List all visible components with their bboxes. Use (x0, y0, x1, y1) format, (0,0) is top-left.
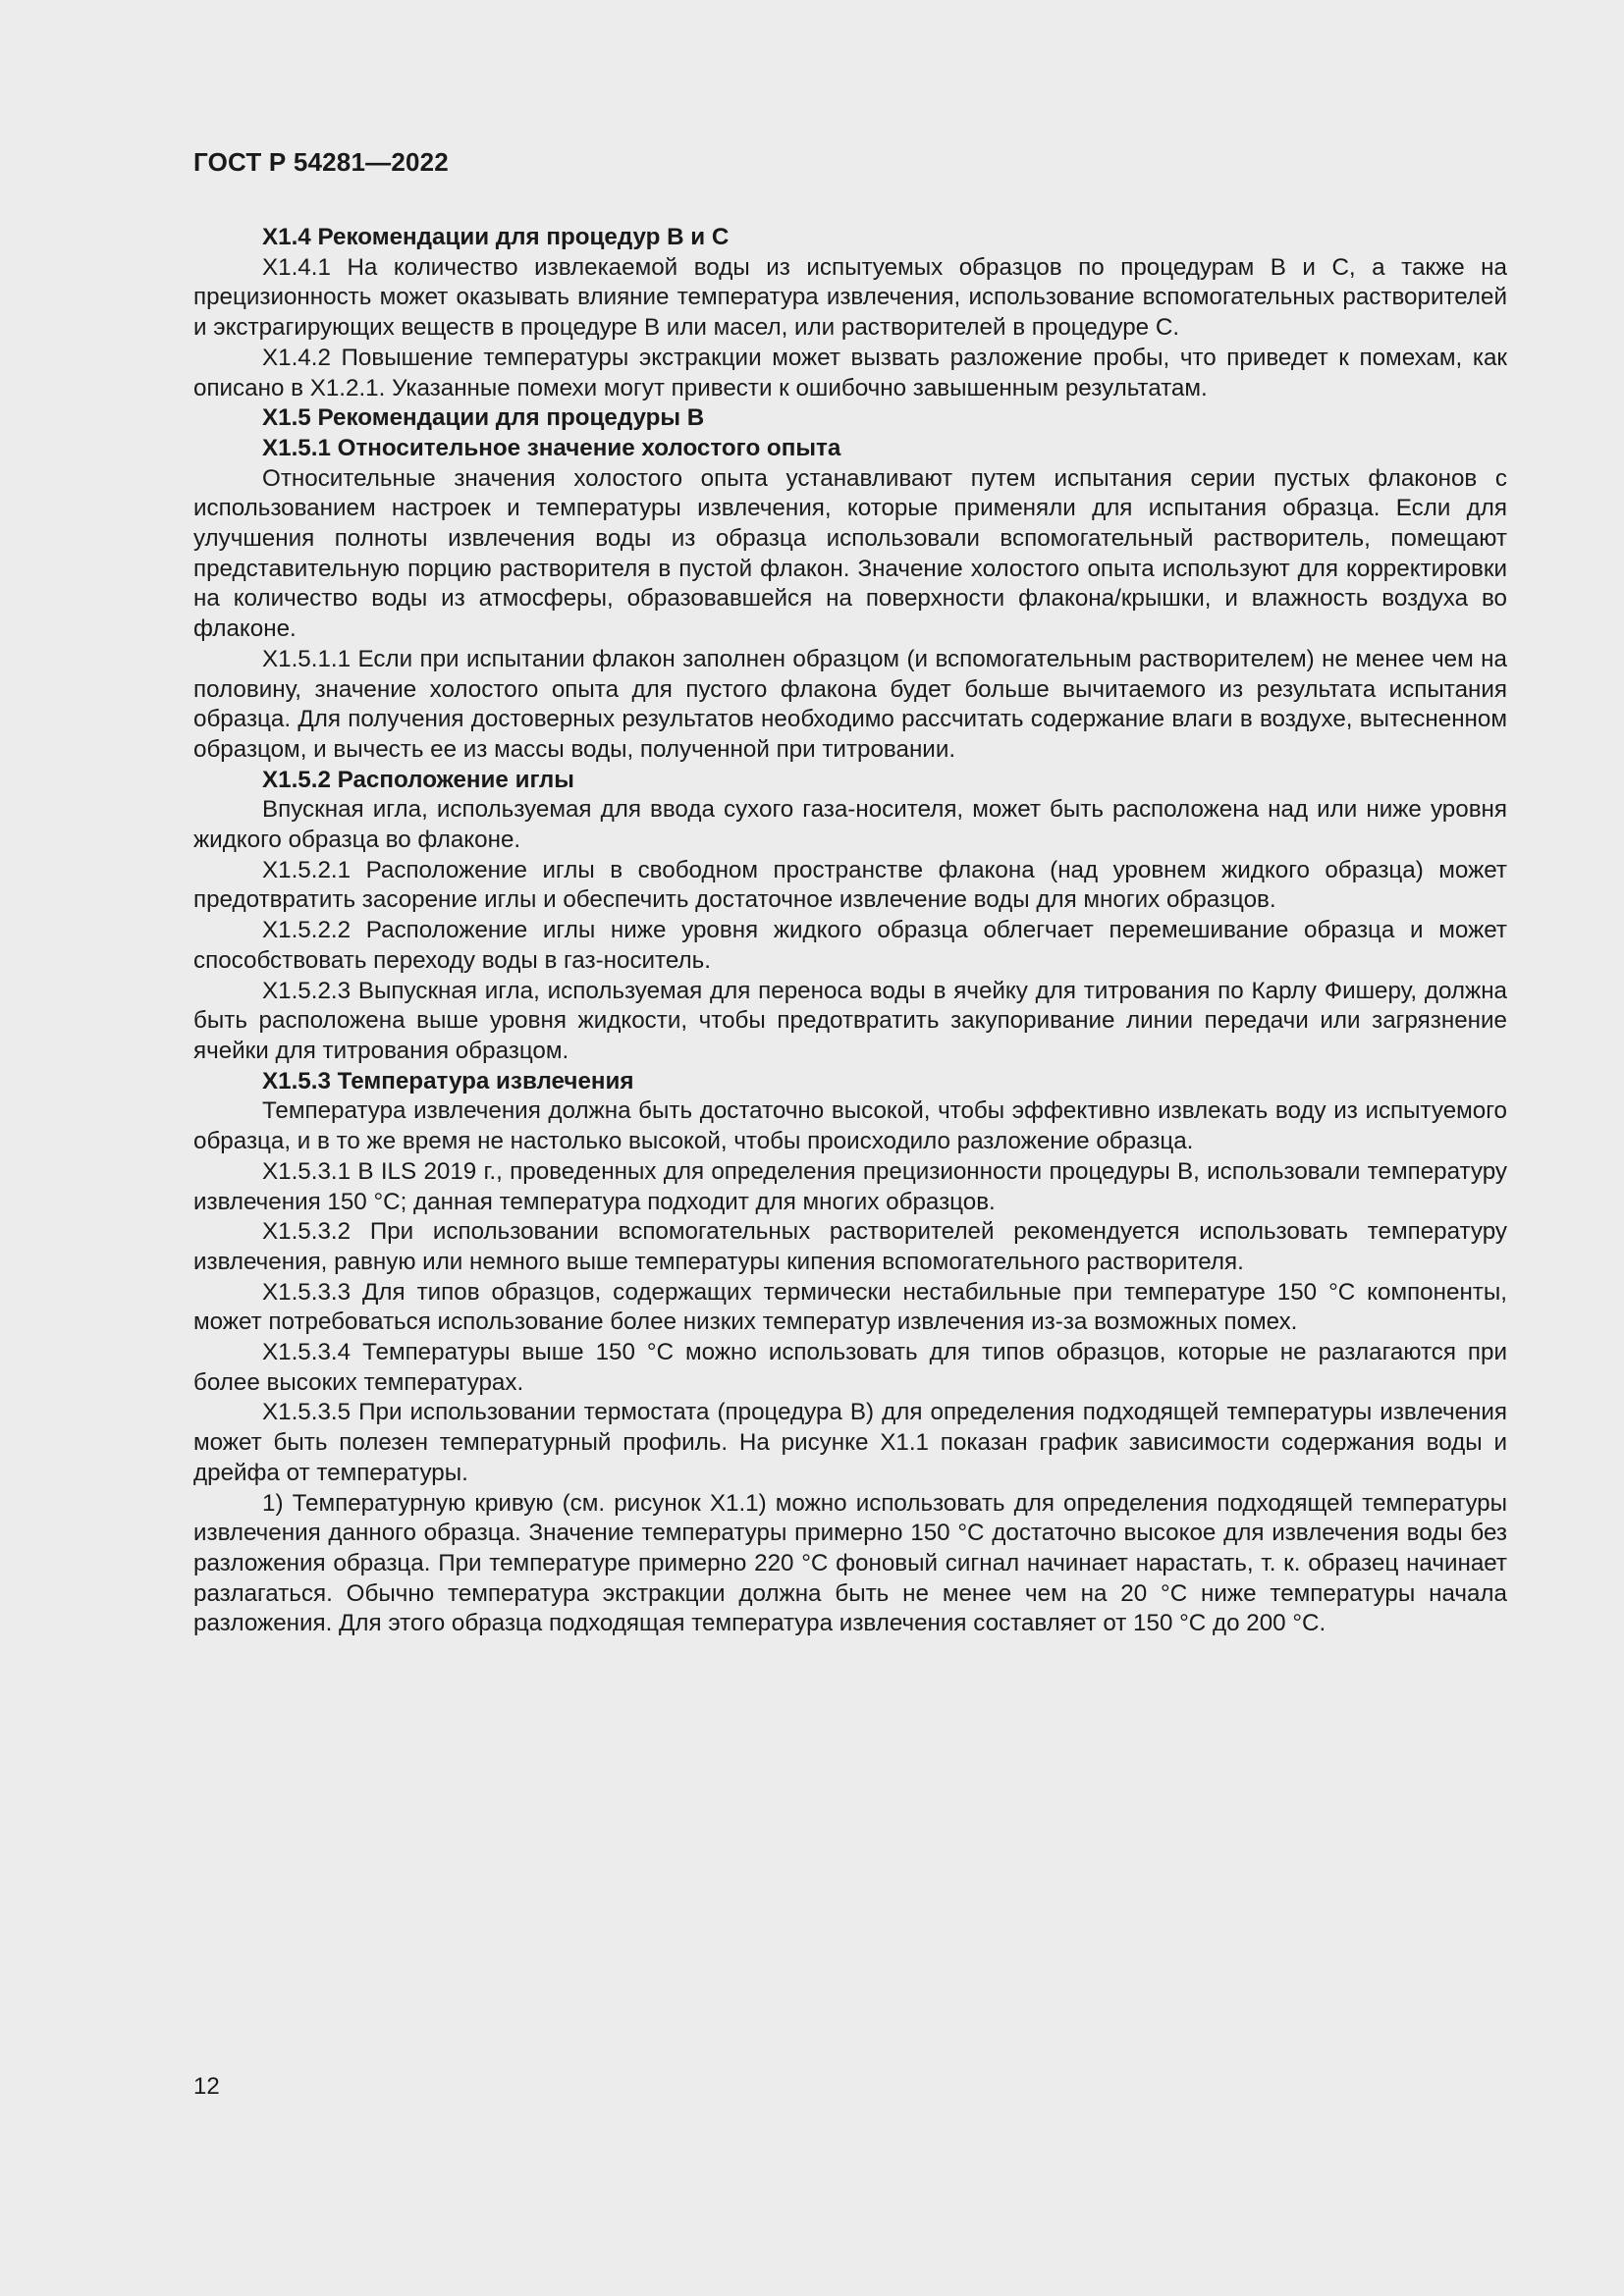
subsection-heading: Х1.5.3 Температура извлечения (262, 1067, 634, 1095)
paragraph: Х1.4.1 На количество извлекаемой воды из испытуемых образцов по процедурам В и С, а также на прецизионность может оказывать влияние температура извлечения, использование вспомогательных растворителей и экстрагирующих веществ в процедуре В или масел, или растворителей в процедуре С. (193, 253, 1507, 342)
page-number: 12 (193, 2073, 220, 2100)
paragraph: Х1.5.2.2 Расположение иглы ниже уровня жидкого образца облегчает перемешивание образца и может способствовать переходу воды в газ-носитель. (193, 917, 1507, 974)
paragraph: Х1.5.3.2 При использовании вспомогательных растворителей рекомендуется использовать температуру извлечения, равную или немного выше температуры кипения вспомогательного растворителя. (193, 1218, 1507, 1275)
paragraph: Х1.5.2.3 Выпускная игла, используемая для переноса воды в ячейку для титрования по Карлу Фишеру, должна быть расположена выше уровня жидкости, чтобы предотвратить закупоривание линии передачи или загрязнение ячейки для титрования образцом. (193, 977, 1507, 1064)
paragraph: Х1.5.3.3 Для типов образцов, содержащих термически нестабильные при температуре 150 °С компоненты, может потребоваться использование более низких температур извлечения из-за возможных помех. (193, 1278, 1507, 1336)
paragraph: Х1.5.3.4 Температуры выше 150 °С можно использовать для типов образцов, которые не разлагаются при более высоких температурах. (193, 1339, 1507, 1396)
section-heading: Х1.4 Рекомендации для процедур В и С (262, 224, 730, 250)
paragraph: Х1.5.3.1 В ILS 2019 г., проведенных для определения прецизионности процедуры В, использовали температуру извлечения 150 °С; данная температура подходит для многих образцов. (193, 1157, 1507, 1215)
subsection-heading: Х1.5.2 Расположение иглы (262, 766, 574, 793)
document-body (193, 223, 1507, 1639)
subsection-heading: Х1.5.1 Относительное значение холостого опыта (262, 434, 841, 461)
paragraph: Х1.5.2.1 Расположение иглы в свободном пространстве флакона (над уровнем жидкого образца) может предотвратить засорение иглы и обеспечить достаточное извлечение воды для многих образцов. (193, 856, 1507, 914)
paragraph: Впускная игла, используемая для ввода сухого газа-носителя, может быть расположена над или ниже уровня жидкого образца во флаконе. (193, 796, 1507, 854)
list-item-paragraph: 1) Температурную кривую (см. рисунок Х1.1) можно использовать для определения подходящей температуры извлечения данного образца. Значение температуры примерно 150 °С достаточно высокое для извлечения воды без разложения образца. При температуре примерно 220 °С фоновый сигнал начинает нарастать, т. к. образец начинает разлагаться. Обычно температура экстракции должна быть не менее чем на 20 °С ниже температуры начала разложения. Для этого образца подходящая температура извлечения составляет от 150 °С до 200 °С. (193, 1489, 1507, 1637)
paragraph: Относительные значения холостого опыта устанавливают путем испытания серии пустых флаконов с использованием настроек и температуры извлечения, которые применяли для испытания образца. Если для улучшения полноты извлечения воды из образца использовали вспомогательный растворитель, помещают представительную порцию растворителя в пустой флакон. Значение холостого опыта используют для корректировки на количество воды из атмосферы, образовавшейся на поверхности флакона/крышки, и влажность воздуха во флаконе. (193, 464, 1507, 643)
section-heading: Х1.5 Рекомендации для процедуры В (262, 404, 705, 432)
paragraph: Х1.5.1.1 Если при испытании флакон заполнен образцом (и вспомогательным растворителем) не менее чем на половину, значение холостого опыта для пустого флакона будет больше вычитаемого из результата испытания образца. Для получения достоверных результатов необходимо рассчитать содержание влаги в воздухе, вытесненном образцом, и вычесть ее из массы воды, полученной при титровании. (193, 645, 1507, 763)
paragraph: Х1.4.2 Повышение температуры экстракции может вызвать разложение пробы, что приведет к помехам, как описано в Х1.2.1. Указанные помехи могут привести к ошибочно завышенным результатам. (193, 344, 1507, 401)
paragraph: Х1.5.3.5 При использовании термостата (процедура В) для определения подходящей температуры извлечения может быть полезен температурный профиль. На рисунке Х1.1 показан график зависимости содержания воды и дрейфа от температуры. (193, 1399, 1507, 1486)
document-code-header: ГОСТ Р 54281—2022 (193, 147, 449, 177)
paragraph: Температура извлечения должна быть достаточно высокой, чтобы эффективно извлекать воду из испытуемого образца, и в то же время не настолько высокой, чтобы происходило разложение образца. (193, 1097, 1507, 1155)
